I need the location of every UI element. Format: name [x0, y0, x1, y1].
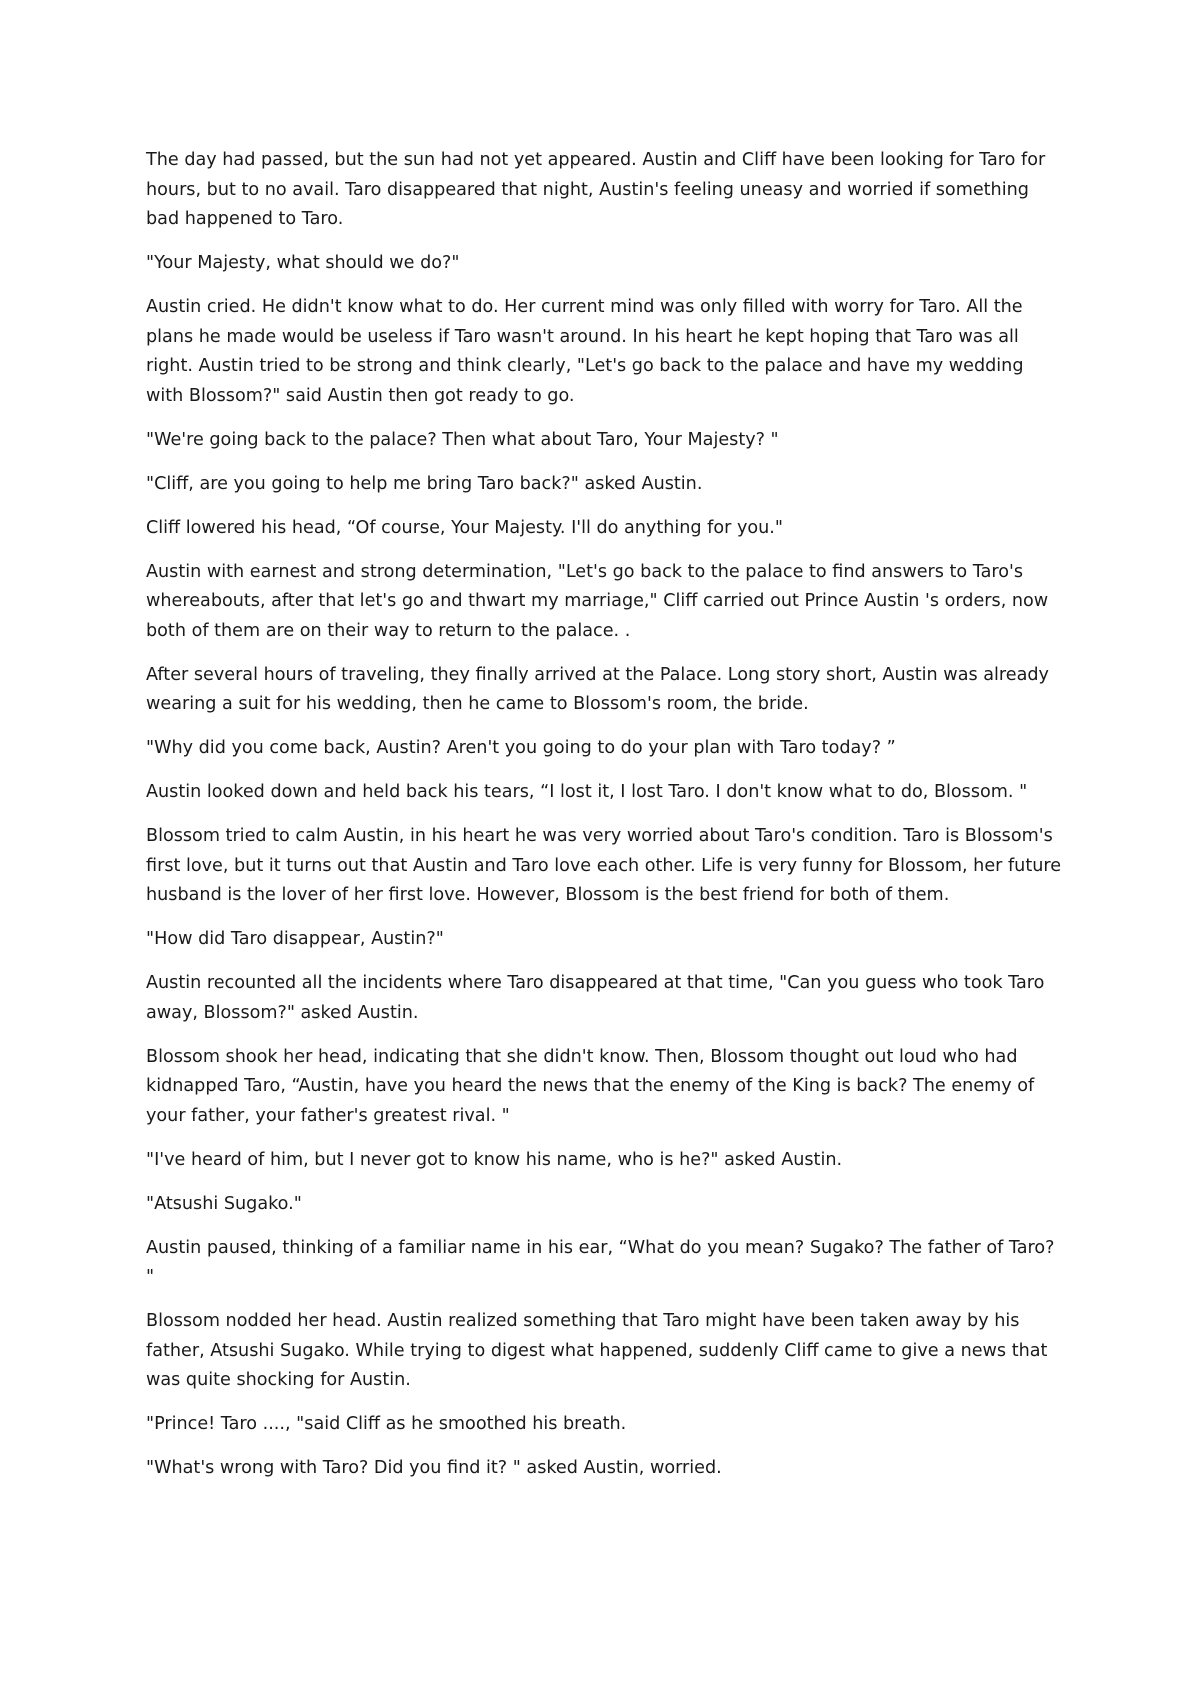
paragraph: Blossom tried to calm Austin, in his heart he was very worried about Taro's condition. Taro is Blossom's first love, but it turns out that Austin and Taro love each other. Life is very funny for Blossom, her future husband is the lover of her first love. However, Blossom is the best friend for both of them.	[146, 826, 1062, 905]
paragraph: "Your Majesty, what should we do?"	[146, 253, 460, 273]
paragraph: Austin recounted all the incidents where Taro disappeared at that time, "Can you guess who took Taro away, Blossom?" asked Austin.	[146, 973, 1045, 1023]
paragraph: "How did Taro disappear, Austin?"	[146, 929, 444, 949]
paragraph: "Why did you come back, Austin? Aren't you going to do your plan with Taro today? ”	[146, 738, 896, 758]
paragraph: Austin with earnest and strong determination, "Let's go back to the palace to find answers to Taro's whereabouts, after that let's go and thwart my marriage," Cliff carried out Prince Austin 's orders, now both of them are on their way to return to the palace. .	[146, 561, 1049, 641]
paragraph: "Cliff, are you going to help me bring Taro back?" asked Austin.	[146, 473, 703, 494]
paragraph: Blossom nodded her head. Austin realized something that Taro might have been taken away by his father, Atsushi Sugako. While trying to digest what happened, suddenly Cliff came to give a news that was quite shocking for Austin.	[146, 1311, 1048, 1390]
paragraph: "I've heard of him, but I never got to know his name, who is he?" asked Austin.	[146, 1149, 843, 1170]
paragraph: "Prince! Taro ...., "said Cliff as he smoothed his breath.	[146, 1414, 627, 1434]
paragraph: Austin looked down and held back his tears, “I lost it, I lost Taro. I don't know what to do, Blossom. "	[146, 782, 1028, 802]
paragraph: The day had passed, but the sun had not yet appeared. Austin and Cliff have been looking for Taro for hours, but to no avail. Taro disappeared that night, Austin's feeling uneasy and worried if something bad happened to Taro.	[146, 150, 1046, 229]
paragraph: "Atsushi Sugako."	[146, 1193, 302, 1214]
paragraph: Cliff lowered his head, “Of course, Your Majesty. I'll do anything for you."	[146, 517, 783, 538]
paragraph: Austin cried. He didn't know what to do. Her current mind was only filled with worry for Taro. All the plans he made would be useless if Taro wasn't around. In his heart he kept hoping that Taro was all right. Austin tried to be strong and think clearly, "Let's go back to the palace and have my wedding with Blossom?" said Austin then got ready to go.	[146, 297, 1024, 406]
document-body	[146, 146, 1066, 1498]
paragraph: After several hours of traveling, they finally arrived at the Palace. Long story short, Austin was already wearing a suit for his wedding, then he came to Blossom's room, the bride.	[146, 664, 1049, 714]
paragraph: Blossom shook her head, indicating that she didn't know. Then, Blossom thought out loud who had kidnapped Taro, “Austin, have you heard the news that the enemy of the King is back? The enemy of your father, your father's greatest rival. "	[146, 1046, 1035, 1126]
paragraph: "What's wrong with Taro? Did you find it? " asked Austin, worried.	[146, 1458, 722, 1478]
paragraph: "We're going back to the palace? Then what about Taro, Your Majesty? "	[146, 429, 779, 450]
paragraph: Austin paused, thinking of a familiar name in his ear, “What do you mean? Sugako? The father of Taro? "	[146, 1237, 1055, 1287]
